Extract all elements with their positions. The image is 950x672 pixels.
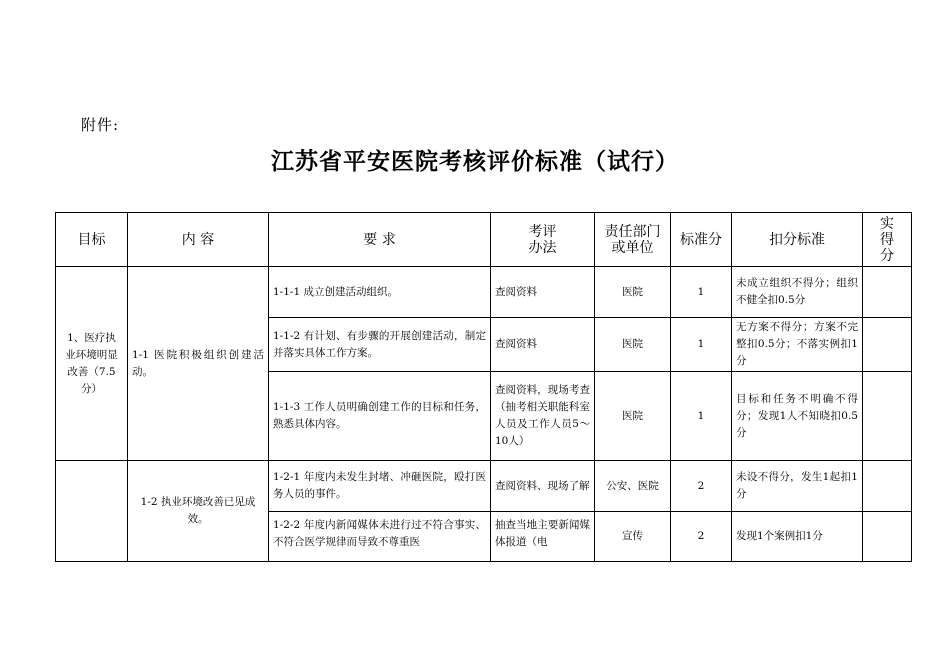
score-cell: 1 bbox=[671, 372, 732, 461]
score-cell: 2 bbox=[671, 461, 732, 512]
deduction-cell: 发现1个案例扣1分 bbox=[732, 512, 863, 562]
goal-cell-continued bbox=[56, 461, 128, 562]
dept-cell: 医院 bbox=[595, 318, 671, 372]
method-cell: 查阅资料、现场了解 bbox=[491, 461, 595, 512]
table-row bbox=[56, 461, 912, 512]
actual-score-cell bbox=[863, 461, 912, 512]
header-deduction: 扣分标准 bbox=[732, 213, 863, 267]
content-cell: 1-1 医院积极组织创建活动。 bbox=[128, 267, 269, 461]
score-cell: 2 bbox=[671, 512, 732, 562]
header-actual: 实 得 分 bbox=[863, 213, 912, 267]
requirement-cell: 1-1-1 成立创建活动组织。 bbox=[269, 267, 491, 318]
actual-score-cell bbox=[863, 512, 912, 562]
attachment-label: 附件: bbox=[81, 116, 120, 134]
actual-score-cell bbox=[863, 318, 912, 372]
header-score: 标准分 bbox=[671, 213, 732, 267]
requirement-cell: 1-2-2 年度内新闻媒体未进行过不符合事实、不符合医学规律而导致不尊重医 bbox=[269, 512, 491, 562]
document-title: 江苏省平安医院考核评价标准（试行） bbox=[271, 149, 679, 175]
deduction-cell: 目标和任务不明确不得分；发现1人不知晓扣0.5分 bbox=[732, 372, 863, 461]
dept-cell: 公安、医院 bbox=[595, 461, 671, 512]
deduction-cell: 未设不得分，发生1起扣1分 bbox=[732, 461, 863, 512]
requirement-cell: 1-1-3 工作人员明确创建工作的目标和任务，熟悉具体内容。 bbox=[269, 372, 491, 461]
header-goal: 目标 bbox=[56, 213, 128, 267]
dept-cell: 医院 bbox=[595, 372, 671, 461]
goal-cell: 1、医疗执业环境明显改善（7.5分） bbox=[56, 267, 128, 461]
header-content: 内 容 bbox=[128, 213, 269, 267]
requirement-cell: 1-1-2 有计划、有步骤的开展创建活动，制定并落实具体工作方案。 bbox=[269, 318, 491, 372]
method-cell: 查阅资料 bbox=[491, 267, 595, 318]
header-dept: 责任部门 或单位 bbox=[595, 213, 671, 267]
score-cell: 1 bbox=[671, 318, 732, 372]
dept-cell: 医院 bbox=[595, 267, 671, 318]
method-cell: 查阅资料，现场考查（抽考相关职能科室人员及工作人员5～10人） bbox=[491, 372, 595, 461]
dept-cell: 宣传 bbox=[595, 512, 671, 562]
deduction-cell: 无方案不得分；方案不完整扣0.5分；不落实例扣1分 bbox=[732, 318, 863, 372]
method-cell: 查阅资料 bbox=[491, 318, 595, 372]
header-method: 考评 办法 bbox=[491, 213, 595, 267]
requirement-cell: 1-2-1 年度内未发生封堵、冲砸医院，殴打医务人员的事件。 bbox=[269, 461, 491, 512]
deduction-cell: 未成立组织不得分；组织不健全扣0.5分 bbox=[732, 267, 863, 318]
content-cell: 1-2 执业环境改善已见成效。 bbox=[128, 461, 269, 562]
table-row bbox=[56, 267, 912, 318]
score-cell: 1 bbox=[671, 267, 732, 318]
actual-score-cell bbox=[863, 267, 912, 318]
table-header-row bbox=[56, 213, 912, 267]
method-cell: 抽查当地主要新闻媒体报道（电 bbox=[491, 512, 595, 562]
actual-score-cell bbox=[863, 372, 912, 461]
evaluation-table bbox=[55, 212, 912, 562]
header-requirement: 要 求 bbox=[269, 213, 491, 267]
